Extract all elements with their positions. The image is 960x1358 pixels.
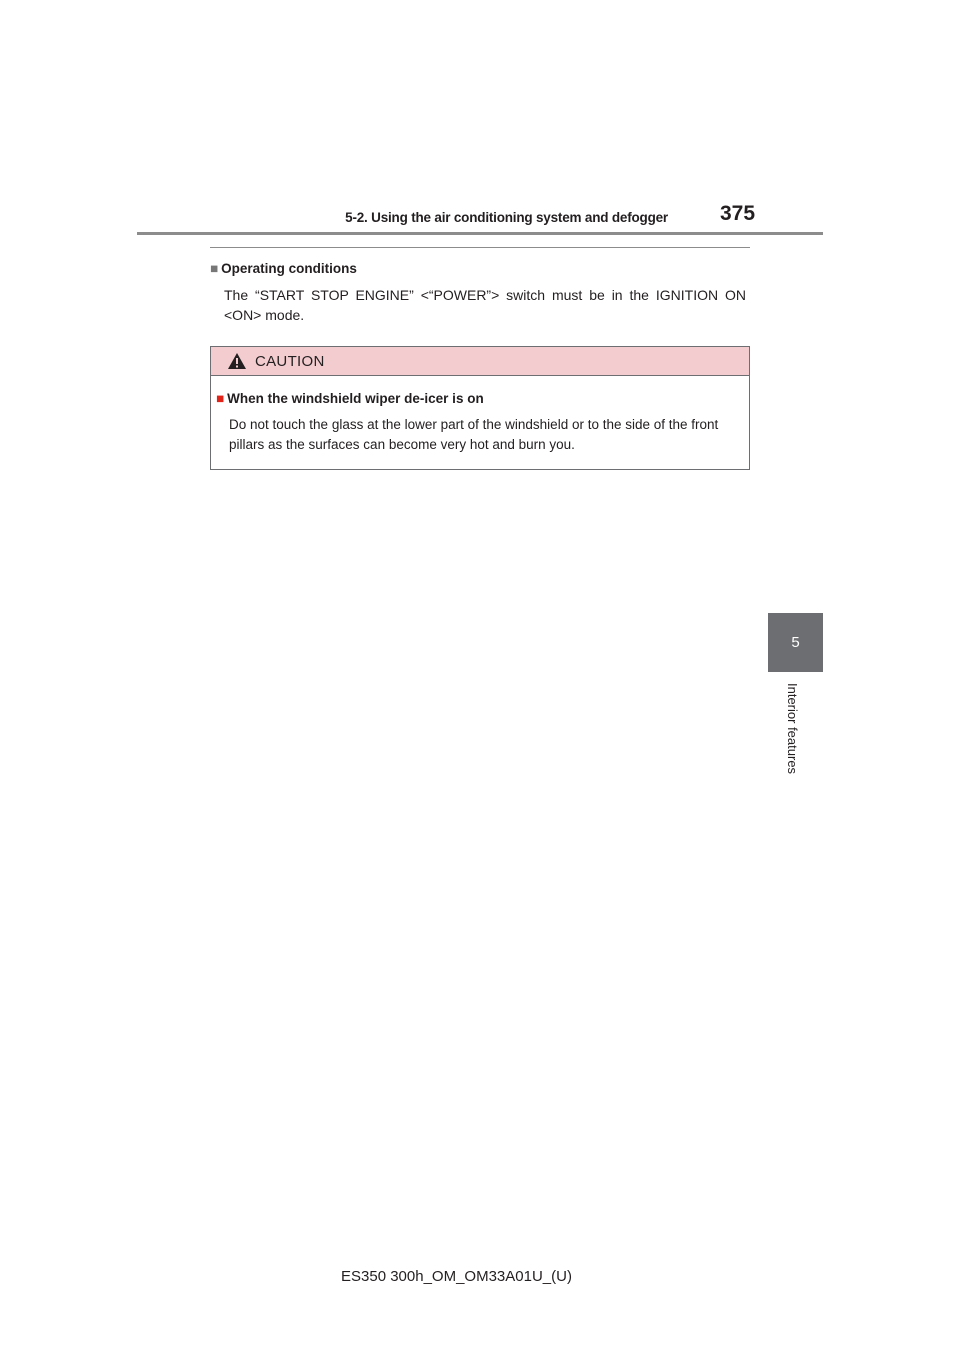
caution-heading-text: When the windshield wiper de-icer is on <box>227 391 484 406</box>
warning-triangle-icon <box>227 352 247 370</box>
chapter-number: 5 <box>791 634 800 651</box>
header-divider <box>137 232 823 235</box>
square-bullet-icon: ■ <box>210 261 219 276</box>
document-code: ES350 300h_OM_OM33A01U_(U) <box>341 1268 572 1285</box>
heading-text: Operating conditions <box>221 261 357 276</box>
header-section-title: 5-2. Using the air conditioning system and defogger <box>345 210 668 225</box>
chapter-name: Interior features <box>785 683 800 775</box>
square-bullet-icon: ■ <box>216 391 225 406</box>
caution-label: CAUTION <box>255 352 325 370</box>
caution-text: Do not touch the glass at the lower part of the windshield or to the side of the front pillars as the surfaces can become very hot and burn you. <box>229 417 719 452</box>
page-number: 375 <box>720 202 756 225</box>
caution-box <box>210 346 750 470</box>
operating-conditions-heading <box>210 261 357 276</box>
caution-heading <box>216 391 484 406</box>
chapter-tab <box>768 613 823 672</box>
operating-conditions-text: The “START STOP ENGINE” <“POWER”> switch must be in the IGNITION ON <ON> mode. <box>224 287 746 323</box>
section-divider <box>210 247 750 248</box>
caution-header <box>211 347 749 376</box>
